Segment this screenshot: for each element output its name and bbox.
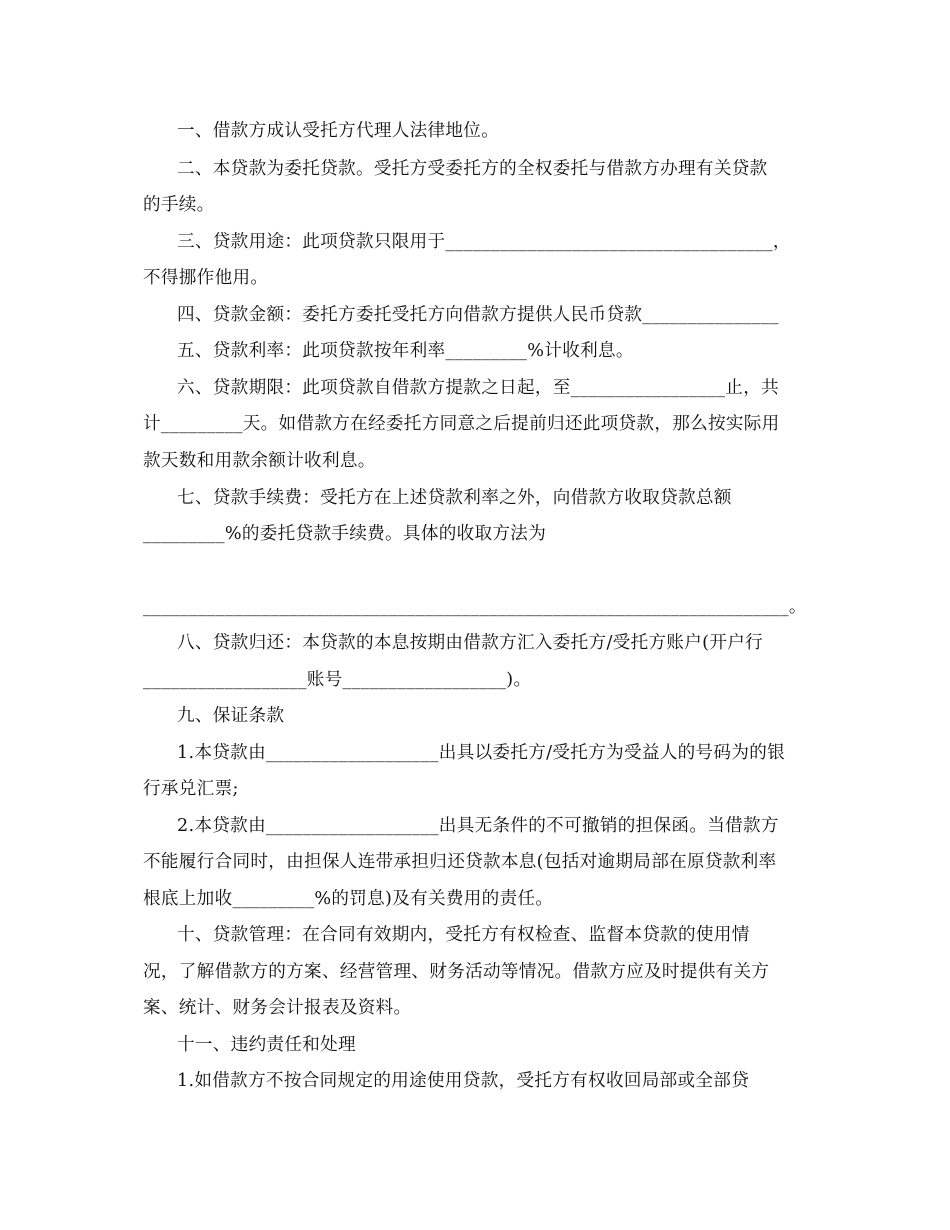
clause-9-2-line-2: 不能履行合同时，由担保人连带承担归还贷款本息(包括对逾期局部在原贷款利率 <box>143 852 777 872</box>
clause-6-line-3: 款天数和用款余额计收利息。 <box>143 451 376 471</box>
clause-7-line-1: 七、贷款手续费：受托方在上述贷款利率之外，向借款方收取贷款总额 <box>177 488 732 508</box>
clause-10-line-1: 十、贷款管理：在合同有效期内，受托方有权检查、监督本贷款的使用情 <box>177 925 750 945</box>
clause-9-2-line-1: 2.本贷款由___________________出具无条件的不可撤销的担保函。当借款方 <box>177 816 779 836</box>
clause-10-line-3: 案、统计、财务会计报表及资料。 <box>143 998 412 1018</box>
clause-2-line-2: 的手续。 <box>143 195 215 215</box>
clause-2-line-1: 二、本贷款为委托贷款。受托方受委托方的全权委托与借款方办理有关贷款 <box>177 159 768 179</box>
clause-7-line-2: _________%的委托贷款手续费。具体的收取方法为 <box>143 524 547 544</box>
clause-8-line-1: 八、贷款归还：本贷款的本息按期由借款方汇入委托方/受托方账户(开户行 <box>177 633 763 653</box>
clause-9-1-line-2: 行承兑汇票; <box>143 779 239 799</box>
clause-11-1-line-1: 1.如借款方不按合同规定的用途使用贷款，受托方有权收回局部或全部贷 <box>177 1071 750 1091</box>
clause-7-line-3: _______________________________________________________________________。 <box>143 597 807 617</box>
clause-9-1-line-1: 1.本贷款由___________________出具以委托方/受托方为受益人的号码为的银 <box>177 743 786 763</box>
clause-3-line-1: 三、贷款用途：此项贷款只限用于____________________________________， <box>177 232 791 252</box>
clause-5: 五、贷款利率：此项贷款按年利率_________%计收利息。 <box>177 341 634 361</box>
clause-9-2-line-3: 根底上加收_________%的罚息)及有关费用的责任。 <box>143 889 554 909</box>
clause-1: 一、借款方成认受托方代理人法律地位。 <box>177 121 500 141</box>
clause-4: 四、贷款金额：委托方委托受托方向借款方提供人民币贷款_______________ <box>177 305 779 325</box>
clause-8-line-2: __________________账号__________________)。 <box>143 670 532 690</box>
clause-6-line-2: 计_________天。如借款方在经委托方同意之后提前归还此项贷款，那么按实际用 <box>143 414 780 434</box>
clause-9-heading: 九、保证条款 <box>177 706 285 726</box>
clause-11-heading: 十一、违约责任和处理 <box>177 1035 356 1055</box>
clause-6-line-1: 六、贷款期限：此项贷款自借款方提款之日起，至_________________止，共 <box>177 378 779 398</box>
clause-10-line-2: 况，了解借款方的方案、经营管理、财务活动等情况。借款方应及时提供有关方 <box>143 962 770 982</box>
clause-3-line-2: 不得挪作他用。 <box>143 268 269 288</box>
